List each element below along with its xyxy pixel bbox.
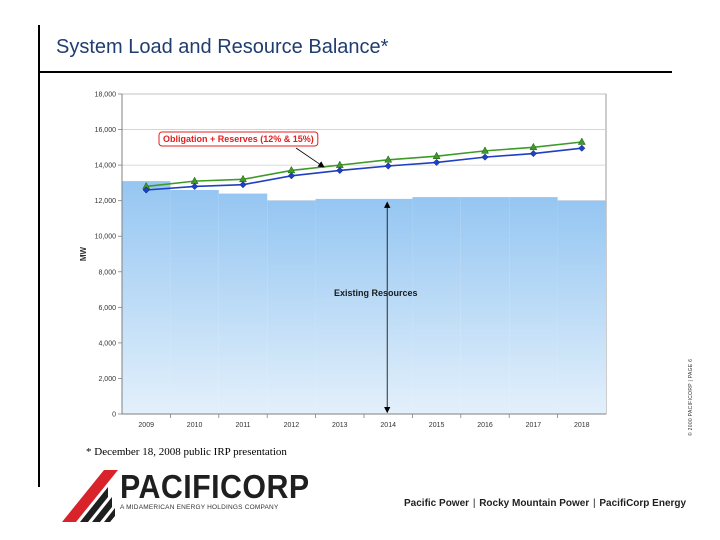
y-tick-label: 12,000: [94, 198, 116, 206]
y-tick-label: 10,000: [94, 233, 116, 241]
copyright-text: © 2000 PACIFICORP | PAGE 6: [688, 358, 694, 436]
resource-bar: [364, 199, 412, 414]
y-tick-label: 6,000: [98, 304, 116, 312]
existing-resources-callout: Existing Resources: [334, 288, 418, 298]
resource-bar: [412, 197, 460, 414]
brand-separator: |: [472, 498, 476, 509]
x-tick-label: 2017: [525, 422, 542, 429]
y-tick-label: 2,000: [98, 375, 116, 383]
logo-tagline: A MIDAMERICAN ENERGY HOLDINGS COMPANY: [120, 504, 279, 511]
x-tick-label: 2015: [428, 422, 445, 429]
title-underline: [40, 71, 672, 73]
y-tick-label: 0: [112, 411, 116, 419]
footnote: * December 18, 2008 public IRP presentation: [86, 446, 287, 458]
pacificorp-logo: [62, 468, 322, 528]
resource-bar: [122, 181, 170, 414]
brand-strip: [404, 498, 686, 509]
resource-bar: [219, 194, 267, 414]
load-resource-chart: [76, 84, 612, 430]
x-tick-label: 2014: [380, 422, 396, 429]
brand-pacific-power: Pacific Power: [404, 498, 470, 509]
x-tick-label: 2009: [138, 422, 154, 429]
brand-separator: |: [593, 498, 596, 509]
resource-bar: [461, 197, 509, 414]
y-tick-label: 14,000: [94, 162, 116, 170]
x-tick-label: 2013: [332, 422, 348, 429]
y-tick-label: 4,000: [98, 340, 116, 348]
resource-bar: [509, 197, 557, 414]
x-tick-label: 2011: [235, 422, 251, 429]
left-border-line: [38, 25, 40, 487]
resource-bar: [170, 190, 218, 414]
logo-wordmark: PACIFICORP: [120, 468, 310, 505]
y-axis-label: MW: [79, 246, 88, 262]
y-tick-label: 16,000: [94, 127, 116, 135]
x-tick-label: 2012: [283, 422, 300, 429]
y-tick-label: 8,000: [98, 269, 116, 277]
x-tick-label: 2018: [574, 422, 590, 429]
x-tick-label: 2016: [477, 422, 493, 429]
x-tick-label: 2010: [186, 422, 203, 429]
resource-bar: [558, 201, 606, 414]
brand-rocky-mountain-power: Rocky Mountain Power: [479, 498, 590, 509]
pacificorp-emblem-icon: [62, 470, 118, 522]
obligation-callout: Obligation + Reserves (12% & 15%): [163, 134, 314, 144]
page-title: System Load and Resource Balance*: [56, 36, 389, 58]
resource-bar: [267, 201, 315, 414]
brand-pacificorp-energy: PacifiCorp Energy: [599, 498, 687, 509]
y-tick-label: 18,000: [94, 91, 116, 99]
resource-bar: [316, 199, 364, 414]
